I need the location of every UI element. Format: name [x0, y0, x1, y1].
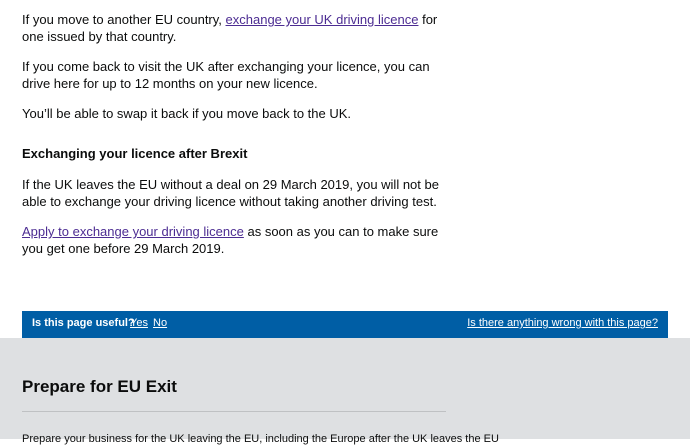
related-section-text: Prepare your business for the UK leaving the EU, including the Europe after the UK leaves the EU: [22, 433, 499, 445]
paragraph-visit-uk: If you come back to visit the UK after exchanging your licence, you can drive here for up to 12 months on your new licence.: [22, 59, 430, 91]
report-problem-link[interactable]: Is there anything wrong with this page?: [467, 317, 658, 329]
para5-text-after: as soon as you can to make sure you get one before 29 March 2019.: [22, 224, 439, 256]
paragraph-swap-back: You’ll be able to swap it back if you move back to the UK.: [22, 106, 352, 121]
paragraph-move-eu: [22, 11, 452, 45]
para1-text-after: for one issued by that country.: [22, 12, 438, 44]
paragraph-apply: [22, 223, 452, 257]
section-heading: Exchanging your licence after Brexit: [22, 146, 248, 161]
feedback-no-link[interactable]: No: [153, 317, 168, 329]
feedback-yes-link[interactable]: Yes: [130, 317, 148, 329]
para1-text-before: If you move to another EU country,: [22, 12, 226, 27]
exchange-licence-link[interactable]: exchange your UK driving licence: [225, 12, 419, 27]
feedback-bar: [22, 311, 668, 338]
feedback-question: Is this page useful?: [32, 317, 135, 329]
related-section-title: Prepare for EU Exit: [22, 377, 177, 396]
section-divider: [22, 411, 446, 412]
apply-exchange-link[interactable]: Apply to exchange your driving licence: [22, 224, 244, 239]
paragraph-no-deal: If the UK leaves the EU without a deal on 29 March 2019, you will not be able to exchange your driving licence without taking another driving test.: [22, 177, 439, 209]
related-section: [0, 338, 690, 445]
